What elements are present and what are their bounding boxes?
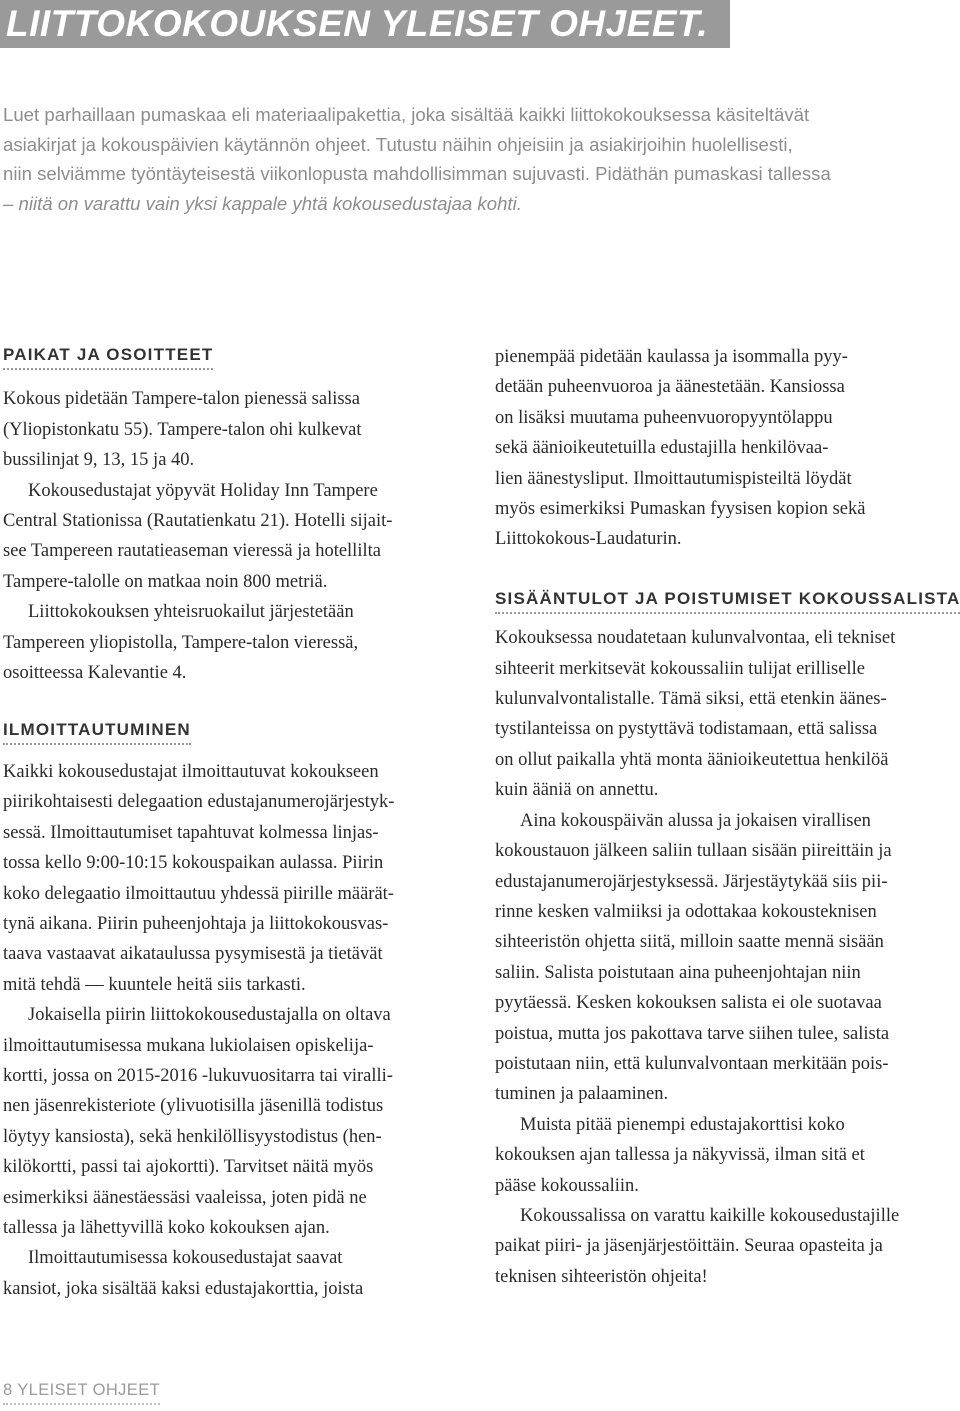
- text-line: Kokoussalissa on varattu kaikille kokousedustajille: [520, 1205, 900, 1226]
- right-column: [495, 342, 960, 1292]
- intro-paragraph: [3, 100, 938, 218]
- text-line: taava vastaavat aikataulussa pysymisestä ja tietävät: [3, 944, 383, 965]
- text-line: tallessa ja lähettyvillä koko kokouksen ajan.: [3, 1217, 330, 1238]
- text-line: nen jäsenrekisteriote (ylivuotisilla jäsenillä todistus: [3, 1096, 384, 1117]
- text-line: kokoustauon jälkeen saliin tullaan sisään piireittäin ja: [495, 841, 892, 862]
- section-heading-registration: ILMOITTAUTUMINEN: [3, 719, 191, 745]
- text-line: Jokaisella piirin liittokokousedustajalla on oltava: [28, 1005, 391, 1026]
- text-line: Kokous pidetään Tampere-talon pienessä salissa: [3, 389, 360, 410]
- text-line: poistutaan niin, että kulunvalvontaan merkitään pois-: [495, 1053, 889, 1074]
- text-line: kulunvalvontalistalle. Tämä siksi, että etenkin äänes-: [495, 689, 887, 710]
- text-line: detään puheenvuoroa ja äänestetään. Kansiossa: [495, 377, 845, 398]
- text-line: poistua, mutta jos pakottava tarve siihen tulee, salista: [495, 1023, 890, 1044]
- text-line: löytyy kansiosta), sekä henkilöllisyystodistus (hen-: [3, 1126, 382, 1147]
- text-line: Kokousedustajat yöpyvät Holiday Inn Tampere: [28, 480, 378, 501]
- text-line: tossa kello 9:00-10:15 kokouspaikan aulassa. Piirin: [3, 853, 384, 874]
- text-line: rinne kesken valmiiksi ja odottakaa kokousteknisen: [495, 901, 877, 922]
- text-line: Kokouksessa noudatetaan kulunvalvontaa, eli tekniset: [495, 628, 896, 649]
- text-line: Kaikki kokousedustajat ilmoittautuvat kokoukseen: [3, 761, 379, 782]
- page-footer: 8 YLEISET OHJEET: [3, 1381, 160, 1405]
- text-line: Aina kokouspäivän alussa ja jokaisen virallisen: [520, 810, 871, 831]
- text-line: see Tampereen rautatieaseman vieressä ja hotellilta: [3, 541, 381, 562]
- text-line: sessä. Ilmoittautumiset tapahtuvat kolmessa linjas-: [3, 822, 379, 843]
- text-line: Muista pitää pienempi edustajakorttisi koko: [520, 1114, 845, 1135]
- text-line: sihteerit merkitsevät kokoussaliin tulijat erilliselle: [495, 658, 865, 679]
- text-line: pyytäessä. Kesken kokouksen salista ei ole suotavaa: [495, 993, 882, 1014]
- text-line: (Yliopistonkatu 55). Tampere-talon ohi kulkevat: [3, 419, 362, 440]
- text-line: myös esimerkiksi Pumaskan fyysisen kopion sekä: [495, 499, 866, 520]
- text-line: Liittokokous-Laudaturin.: [495, 529, 682, 550]
- text-line: kansiot, joka sisältää kaksi edustajakorttia, joista: [3, 1278, 364, 1299]
- text-line: Liittokokouksen yhteisruokailut järjestetään: [28, 602, 354, 623]
- text-line: pääse kokoussaliin.: [495, 1175, 639, 1196]
- text-line: tynä aikana. Piirin puheenjohtaja ja liittokokousvas-: [3, 913, 389, 934]
- text-line: Tampere-talolle on matkaa noin 800 metriä.: [3, 571, 328, 592]
- text-line: kuin ääniä on annettu.: [495, 780, 659, 801]
- text-line: sihteeristön ohjetta siitä, milloin saatte mennä sisään: [495, 932, 884, 953]
- text-line: piirikohtaisesti delegaation edustajanumerojärjestyk-: [3, 792, 395, 813]
- text-line: teknisen sihteeristön ohjeita!: [495, 1266, 708, 1287]
- text-line: koko delegaatio ilmoittautuu yhdessä piirille määrät-: [3, 883, 394, 904]
- text-line: saliin. Salista poistutaan aina puheenjohtajan niin: [495, 962, 861, 983]
- text-line: tystilanteissa on pystyttävä todistamaan, että salissa: [495, 719, 878, 740]
- intro-line: asiakirjat ja kokouspäivien käytännön ohjeet. Tutustu näihin ohjeisiin ja asiakirjoihin huolellisesti,: [3, 133, 793, 155]
- text-line: on lisäksi muutama puheenvuoropyyntölappu: [495, 407, 833, 428]
- text-line: lien äänestysliput. Ilmoittautumispisteiltä löydät: [495, 468, 852, 489]
- text-line: paikat piiri- ja jäsenjärjestöittäin. Seuraa opasteita ja: [495, 1236, 883, 1257]
- title-bar: [0, 0, 730, 48]
- text-line: ilmoittautumisessa mukana lukiolaisen opiskelija-: [3, 1035, 374, 1056]
- text-line: kokouksen ajan tallessa ja näkyvissä, ilman sitä et: [495, 1145, 865, 1166]
- intro-line: Luet parhaillaan pumaskaa eli materiaalipakettia, joka sisältää kaikki liittokokouksessa käsiteltävät: [3, 104, 810, 125]
- left-column: [3, 340, 471, 1304]
- text-line: Central Stationissa (Rautatienkatu 21). Hotelli sijait-: [3, 511, 393, 532]
- intro-line: niin selviämme työntäyteisestä viikonlopusta mahdollisimman sujuvasti. Pidäthän pumaskasi tallessa: [3, 163, 831, 184]
- text-line: pienempää pidetään kaulassa ja isommalla pyy-: [495, 347, 848, 367]
- text-line: on ollut paikalla yhtä monta äänioikeutettua henkilöä: [495, 749, 889, 770]
- intro-line: – niitä on varattu vain yksi kappale yhtä kokousedustajaa kohti.: [3, 192, 522, 214]
- text-line: Tampereen yliopistolla, Tampere-talon vieressä,: [3, 632, 359, 653]
- section-heading-places: PAIKAT JA OSOITTEET: [3, 344, 213, 370]
- text-line: tuminen ja palaaminen.: [495, 1084, 669, 1105]
- text-line: kilökortti, passi tai ajokortti). Tarvitset näitä myös: [3, 1157, 374, 1178]
- text-line: edustajanumerojärjestyksessä. Järjestäytykää siis pii-: [495, 871, 888, 892]
- text-line: bussilinjat 9, 13, 15 ja 40.: [3, 450, 195, 471]
- text-line: mitä tehdä — kuuntele heitä siis tarkasti.: [3, 974, 306, 995]
- page-title: LIITTOKOKOUKSEN YLEISET OHJEET.: [6, 3, 709, 44]
- text-line: kortti, jossa on 2015-2016 -lukuvuositarra tai viralli-: [3, 1065, 393, 1086]
- text-line: Ilmoittautumisessa kokousedustajat saavat: [28, 1248, 343, 1269]
- text-line: esimerkiksi äänestäessäsi vaaleissa, joten pidä ne: [3, 1187, 367, 1208]
- text-line: sekä äänioikeutetuilla edustajilla henkilövaa-: [495, 438, 829, 459]
- section-heading-entrances: SISÄÄNTULOT JA POISTUMISET KOKOUSSALISTA: [495, 588, 960, 614]
- text-line: osoitteessa Kalevantie 4.: [3, 663, 187, 684]
